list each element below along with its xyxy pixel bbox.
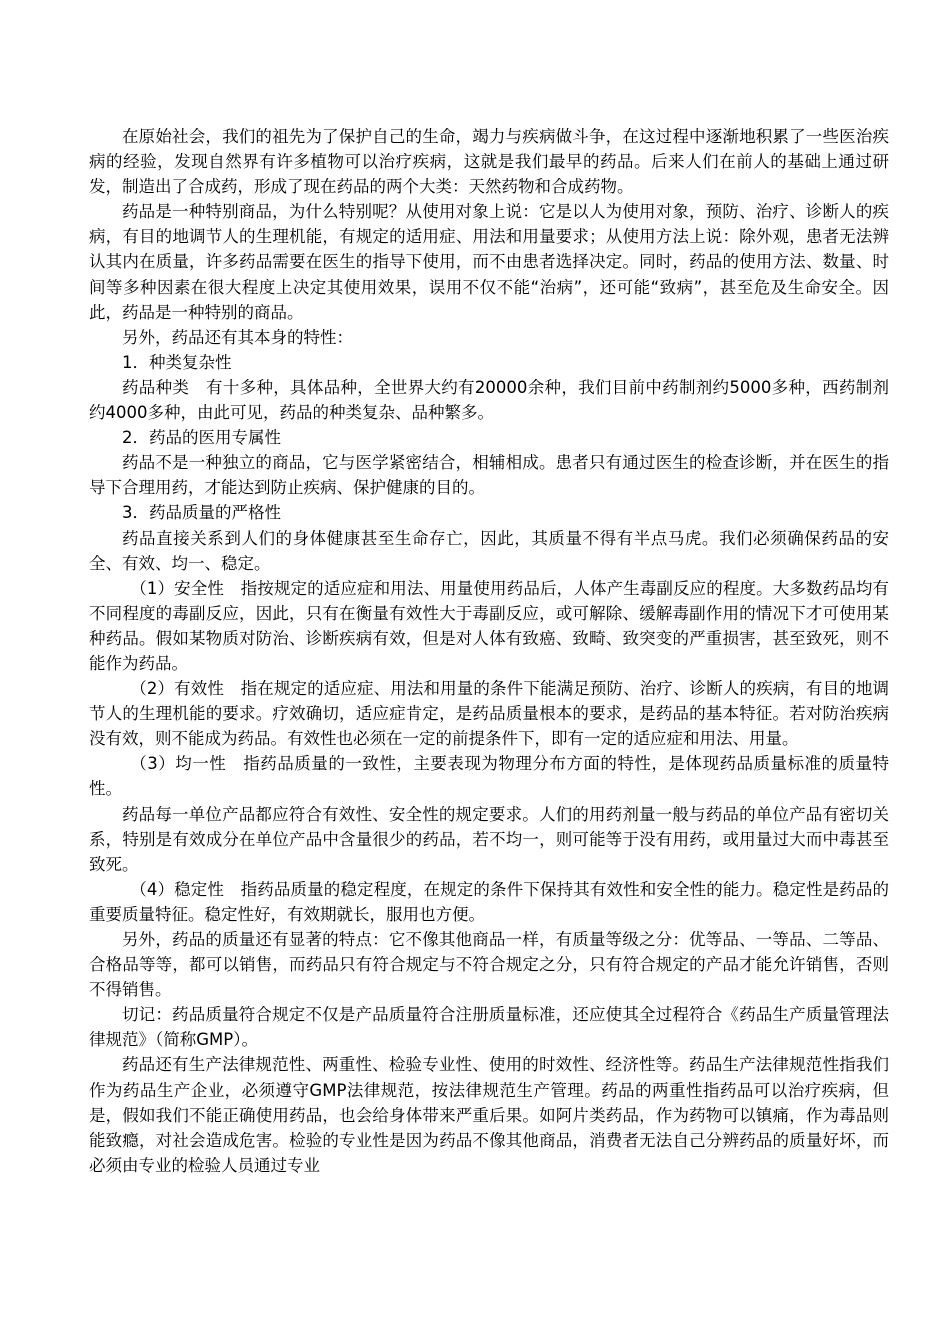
paragraph-quality-grades: 另外，药品的质量还有显著的特点：它不像其他商品一样，有质量等级之分：优等品、一等品、二等品、合格品等等，都可以销售，而药品只有符合规定与不符合规定之分，只有符合规定的产品才能允许销售，否则不得销售。 <box>89 930 889 1000</box>
heading-medical-specificity: 2．药品的医用专属性 <box>122 428 281 448</box>
paragraph-characteristics-intro: 另外，药品还有其本身的特性： <box>122 327 353 347</box>
heading-quality-strictness: 3．药品质量的严格性 <box>122 503 281 523</box>
paragraph-gmp-note: 切记：药品质量符合规定不仅是产品质量符合注册质量标准，还应使其全过程符合《药品生产质量管理法律规范》（简称GMP）。 <box>89 1005 889 1050</box>
paragraph-quality-strictness: 药品直接关系到人们的身体健康甚至生命存亡，因此，其质量不得有半点马虎。我们必须确保药品的安全、有效、均一、稳定。 <box>89 528 889 573</box>
paragraph-safety: （1）安全性 指按规定的适应症和用法、用量使用药品后，人体产生毒副反应的程度。大多数药品均有不同程度的毒副反应，因此，只有在衡量有效性大于毒副反应，或可解除、缓解毒副作用的情况下才可使用某种药品。假如某物质对防治、诊断疾病有效，但是对人体有致癌、致畸、致突变的严重损害，甚至致死，则不能作为药品。 <box>89 578 889 673</box>
paragraph-special-commodity: 药品是一种特别商品，为什么特别呢？从使用对象上说：它是以人为使用对象，预防、治疗、诊断人的疾病，有目的地调节人的生理机能，有规定的适用症、用法和用量要求；从使用方法上说：除外观，患者无法辨认其内在质量，许多药品需要在医生的指导下使用，而不由患者选择决定。同时，药品的使用方法、数量、时间等多种因素在很大程度上决定其使用效果，误用不仅不能“治病”，还可能“致病”，甚至危及生命安全。因此，药品是一种特别的商品。 <box>89 202 889 322</box>
paragraph-stability: （4）稳定性 指药品质量的稳定程度，在规定的条件下保持其有效性和安全性的能力。稳定性是药品的重要质量特征。稳定性好，有效期就长，服用也方便。 <box>89 879 889 924</box>
document-body <box>89 124 889 1178</box>
paragraph-unit-dose: 药品每一单位产品都应符合有效性、安全性的规定要求。人们的用药剂量一般与药品的单位产品有密切关系，特别是有效成分在单位产品中含量很少的药品，若不均一，则可能等于没有用药，或用量过大而中毒甚至致死。 <box>89 804 889 874</box>
paragraph-effectiveness: （2）有效性 指在规定的适应症、用法和用量的条件下能满足预防、治疗、诊断人的疾病，有目的地调节人的生理机能的要求。疗效确切，适应症肯定，是药品质量根本的要求，是药品的基本特征。若对防治疾病没有效，则不能成为药品。有效性也必须在一定的前提条件下，即有一定的适应症和用法、用量。 <box>89 679 889 749</box>
paragraph-other-properties: 药品还有生产法律规范性、两重性、检验专业性、使用的时效性、经济性等。药品生产法律规范性指我们作为药品生产企业，必须遵守GMP法律规范，按法律规范生产管理。药品的两重性指药品可以治疗疾病，但是，假如我们不能正确使用药品，也会给身体带来严重后果。如阿片类药品，作为药物可以镇痛，作为毒品则能致瘾，对社会造成危害。检验的专业性是因为药品不像其他商品，消费者无法自己分辨药品的质量好坏，而必须由专业的检验人员通过专业 <box>89 1055 889 1175</box>
paragraph-origin: 在原始社会，我们的祖先为了保护自己的生命，竭力与疾病做斗争，在这过程中逐渐地积累了一些医治疾病的经验，发现自然界有许多植物可以治疗疾病，这就是我们最早的药品。后来人们在前人的基础上通过研发，制造出了合成药，形成了现在药品的两个大类：天然药物和合成药物。 <box>89 127 889 197</box>
paragraph-uniformity: （3）均一性 指药品质量的一致性，主要表现为物理分布方面的特性，是体现药品质量标准的质量特性。 <box>89 754 889 799</box>
paragraph-medical-specificity: 药品不是一种独立的商品，它与医学紧密结合，相辅相成。患者只有通过医生的检查诊断，并在医生的指导下合理用药，才能达到防止疾病、保护健康的目的。 <box>89 453 889 498</box>
heading-variety: 1．种类复杂性 <box>122 352 232 372</box>
paragraph-variety: 药品种类 有十多种，具体品种，全世界大约有20000余种，我们目前中药制剂约5000多种，西药制剂约4000多种，由此可见，药品的种类复杂、品种繁多。 <box>89 377 889 423</box>
